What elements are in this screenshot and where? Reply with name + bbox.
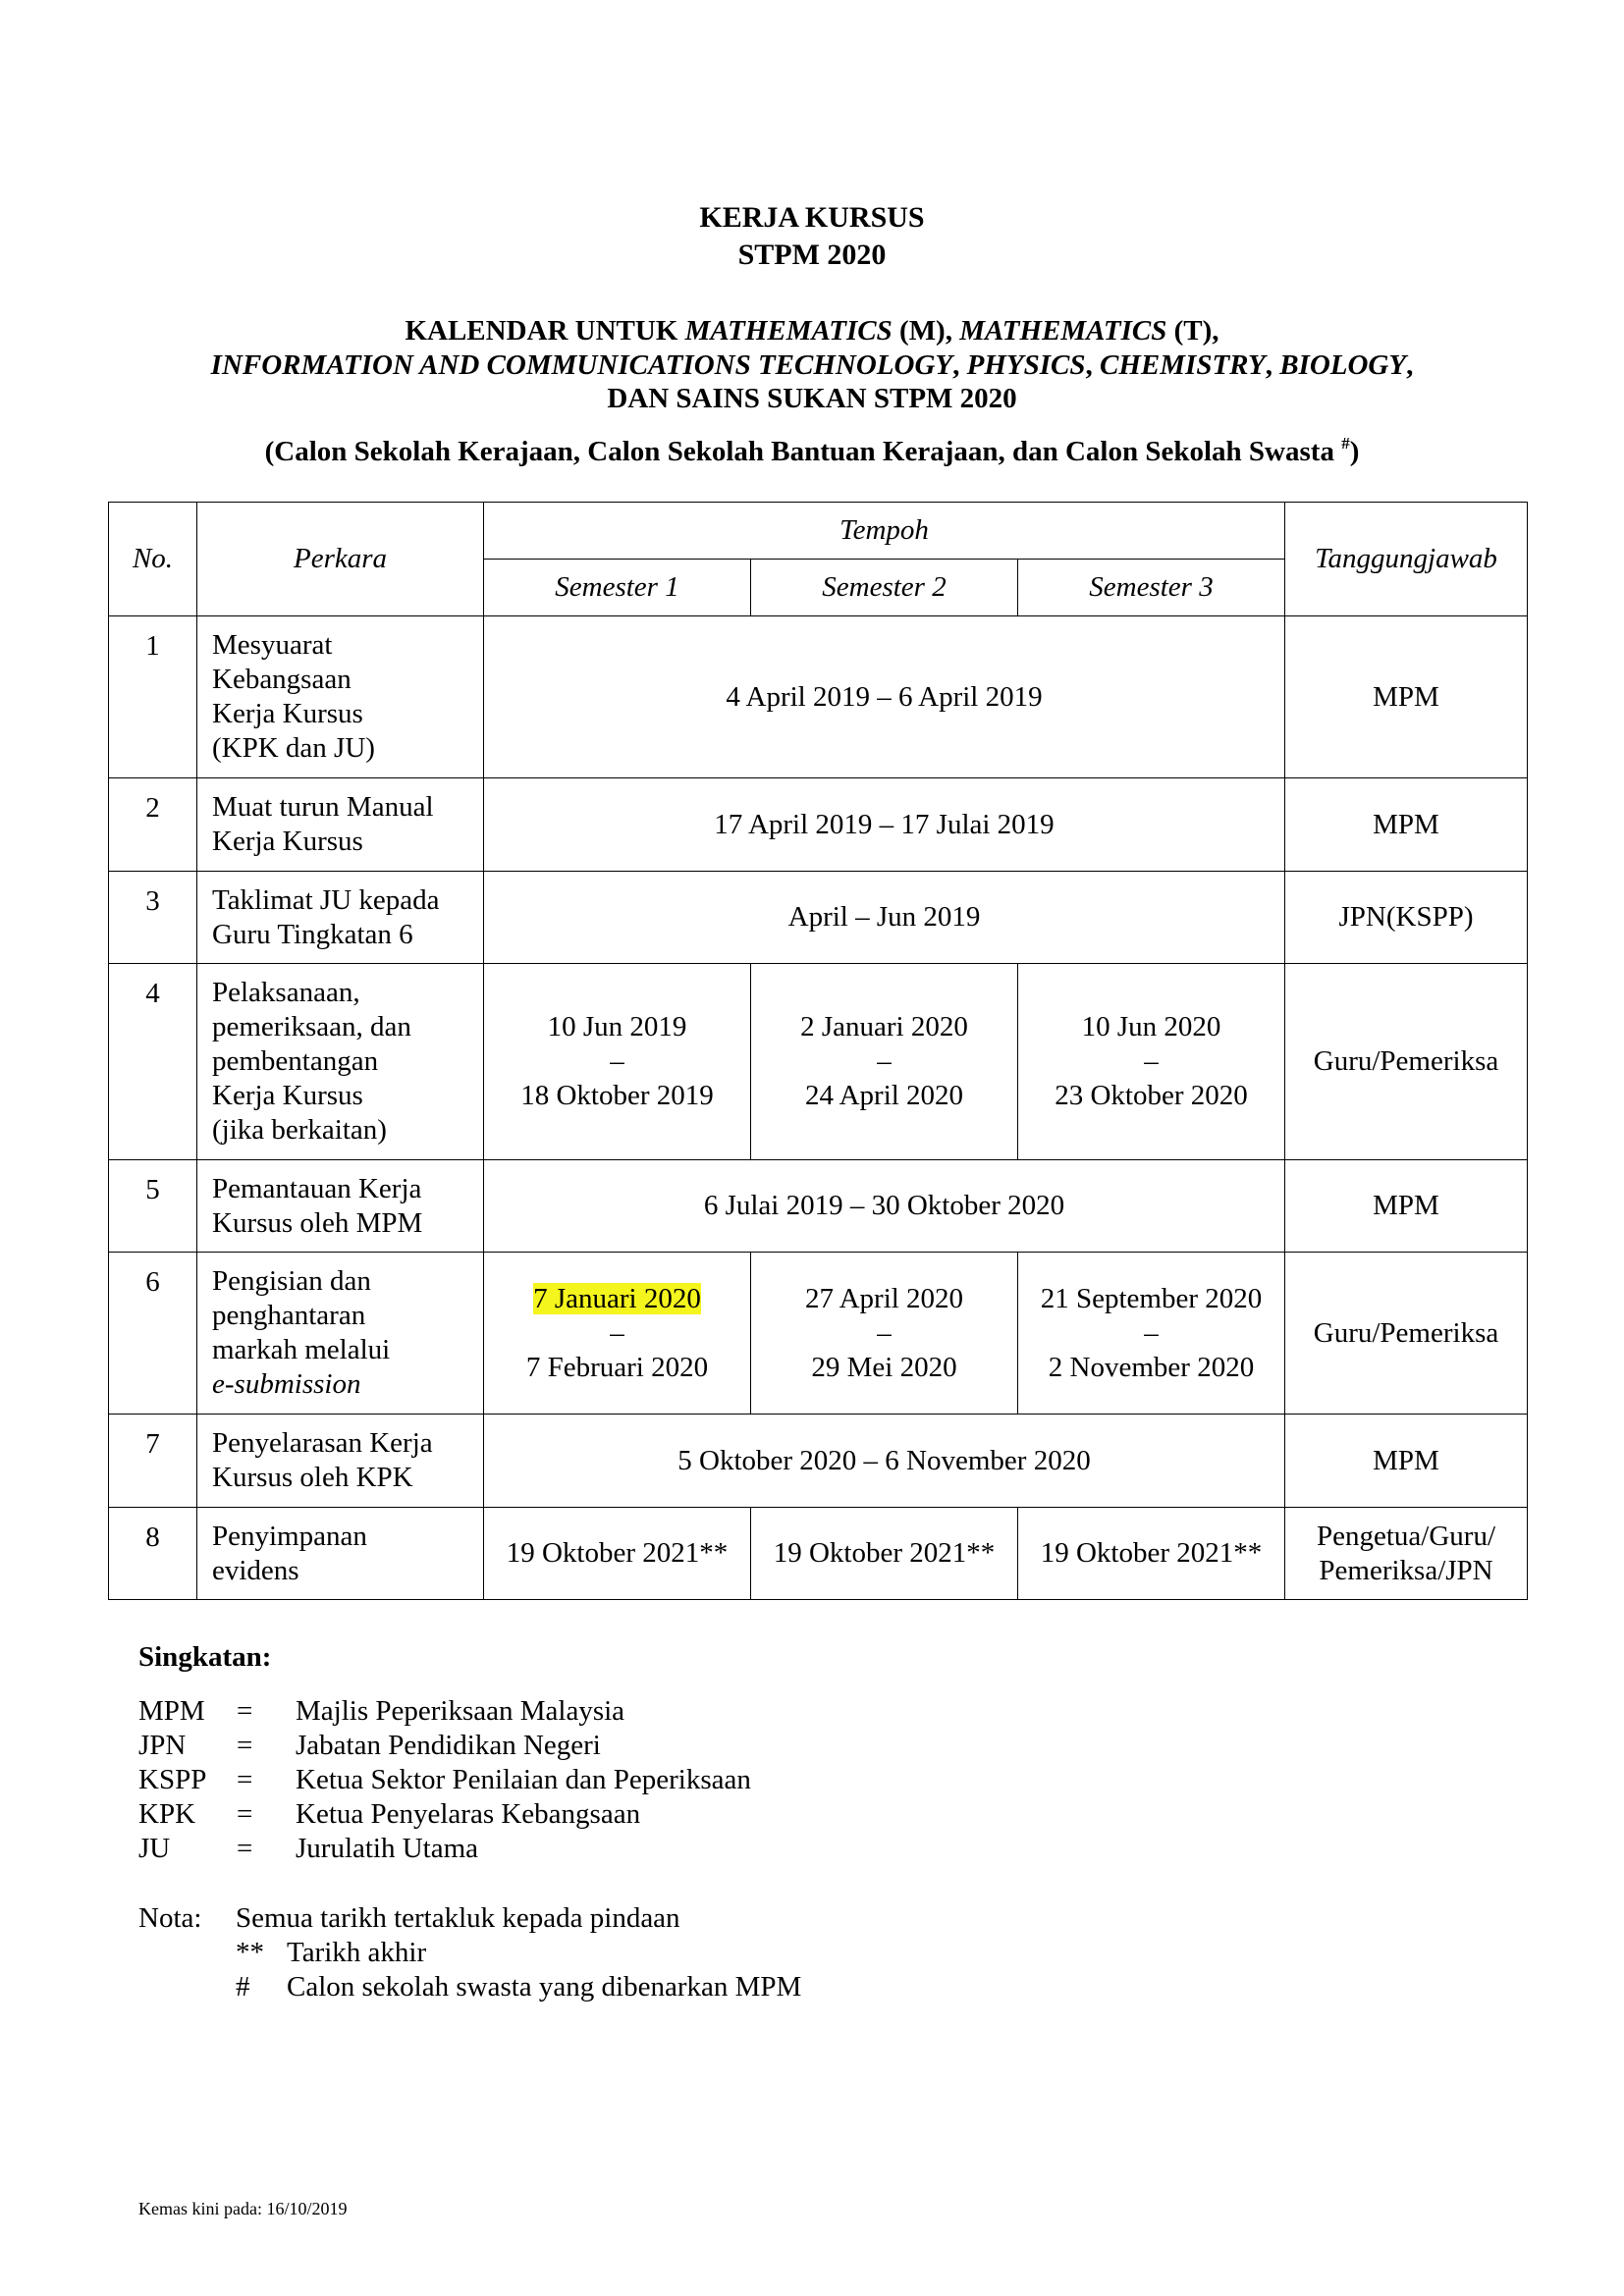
row-responsibility: MPM bbox=[1285, 1160, 1528, 1253]
row-item bbox=[197, 616, 484, 778]
row-number: 8 bbox=[109, 1508, 197, 1600]
header-semester-2: Semester 2 bbox=[751, 560, 1018, 616]
row-responsibility bbox=[1285, 1508, 1528, 1600]
subtitle-text: (Calon Sekolah Kerajaan, Calon Sekolah Bantuan Kerajaan, dan Calon Sekolah Swasta bbox=[264, 436, 1342, 467]
title-part: CHEMISTRY bbox=[1100, 349, 1266, 381]
row-period: 5 Oktober 2020 – 6 November 2020 bbox=[484, 1415, 1285, 1508]
date-dash: – bbox=[877, 1045, 892, 1077]
date-end: 18 Oktober 2019 bbox=[520, 1080, 714, 1111]
item-line: Kursus oleh MPM bbox=[212, 1207, 423, 1239]
note-mark: ** bbox=[236, 1937, 264, 1968]
header-semester-1: Semester 1 bbox=[484, 560, 751, 616]
table-row bbox=[109, 1253, 1528, 1415]
row-semester-3 bbox=[1018, 1253, 1285, 1415]
resp-line: Pengetua/Guru/ bbox=[1316, 1520, 1495, 1552]
note-line: Semua tarikh tertakluk kepada pindaan bbox=[236, 1902, 680, 1934]
row-number: 7 bbox=[109, 1415, 197, 1508]
title-part: , bbox=[1265, 349, 1280, 381]
item-line: Kerja Kursus bbox=[212, 1080, 363, 1111]
item-line: Pelaksanaan, bbox=[212, 977, 360, 1008]
row-number: 3 bbox=[109, 872, 197, 964]
updated-footer: Kemas kini pada: 16/10/2019 bbox=[138, 2199, 348, 2218]
item-line: Mesyuarat bbox=[212, 629, 333, 661]
abbr-eq: = bbox=[237, 1798, 253, 1830]
title-part: BIOLOGY bbox=[1279, 349, 1407, 381]
header-item: Perkara bbox=[197, 503, 484, 616]
title-part: PHYSICS bbox=[966, 349, 1086, 381]
note-mark: # bbox=[236, 1971, 250, 2002]
row-responsibility: JPN(KSPP) bbox=[1285, 872, 1528, 964]
item-line: Penyelarasan Kerja bbox=[212, 1427, 433, 1459]
row-number: 5 bbox=[109, 1160, 197, 1253]
date-end: 7 Februari 2020 bbox=[525, 1351, 709, 1383]
date-dash: – bbox=[1144, 1045, 1159, 1077]
title-part: , bbox=[1406, 349, 1414, 381]
item-line: Pengisian dan bbox=[212, 1265, 371, 1297]
abbr-eq: = bbox=[237, 1833, 253, 1864]
title-part: (T), bbox=[1166, 315, 1219, 347]
title-part: , bbox=[952, 349, 967, 381]
row-semester-1 bbox=[484, 1253, 751, 1415]
row-item bbox=[197, 778, 484, 872]
title-part: KALENDAR UNTUK bbox=[405, 315, 685, 347]
table-row bbox=[109, 1415, 1528, 1508]
item-line: Taklimat JU kepada bbox=[212, 884, 440, 916]
row-responsibility: MPM bbox=[1285, 778, 1528, 872]
date-dash: – bbox=[877, 1316, 892, 1349]
date-dash: – bbox=[1144, 1316, 1159, 1349]
abbr-eq: = bbox=[237, 1695, 253, 1727]
calendar-table bbox=[108, 502, 1528, 1600]
date-end: 2 November 2020 bbox=[1048, 1351, 1255, 1383]
abbr-eq: = bbox=[237, 1730, 253, 1761]
abbr-key: KPK bbox=[138, 1798, 196, 1830]
date-start: 27 April 2020 bbox=[804, 1282, 964, 1314]
row-semester-3 bbox=[1018, 964, 1285, 1160]
header-responsibility: Tanggungjawab bbox=[1285, 503, 1528, 616]
abbr-value: Ketua Sektor Penilaian dan Peperiksaan bbox=[296, 1764, 751, 1795]
highlighted-date: 7 Januari 2020 bbox=[533, 1282, 701, 1314]
abbr-value: Jurulatih Utama bbox=[296, 1833, 479, 1864]
item-line: pembentangan bbox=[212, 1045, 379, 1077]
note-text: Tarikh akhir bbox=[287, 1937, 427, 1968]
abbr-value: Jabatan Pendidikan Negeri bbox=[296, 1730, 601, 1761]
title-part: MATHEMATICS bbox=[959, 315, 1167, 347]
row-semester-2 bbox=[751, 1253, 1018, 1415]
row-semester-3: 19 Oktober 2021** bbox=[1018, 1508, 1285, 1600]
subtitle-end: ) bbox=[1349, 436, 1360, 467]
table-row bbox=[109, 616, 1528, 778]
row-semester-1 bbox=[484, 964, 751, 1160]
item-line: (KPK dan JU) bbox=[212, 732, 375, 764]
item-line: markah melalui bbox=[212, 1334, 391, 1365]
item-line: Penyimpanan bbox=[212, 1521, 367, 1552]
calendar-title-line1 bbox=[0, 313, 1624, 348]
row-item bbox=[197, 1253, 484, 1415]
date-start bbox=[484, 1282, 750, 1316]
row-item bbox=[197, 964, 484, 1160]
row-responsibility: Guru/Pemeriksa bbox=[1285, 964, 1528, 1160]
header-period: Tempoh bbox=[484, 503, 1285, 560]
date-start: 10 Jun 2020 bbox=[1081, 1011, 1221, 1042]
header-no: No. bbox=[109, 503, 197, 616]
item-line: Muat turun Manual bbox=[212, 791, 434, 823]
date-dash: – bbox=[610, 1316, 624, 1349]
item-line: Kerja Kursus bbox=[212, 698, 363, 729]
item-line: (jika berkaitan) bbox=[212, 1114, 387, 1146]
item-line: pemeriksaan, dan bbox=[212, 1011, 411, 1042]
table-row bbox=[109, 964, 1528, 1160]
row-number: 2 bbox=[109, 778, 197, 872]
header-row bbox=[109, 503, 1528, 560]
row-number: 6 bbox=[109, 1253, 197, 1415]
item-line: Kebangsaan bbox=[212, 664, 352, 695]
item-line: Pemantauan Kerja bbox=[212, 1173, 422, 1204]
item-line: penghantaran bbox=[212, 1300, 366, 1331]
abbreviations-title: Singkatan: bbox=[138, 1641, 272, 1673]
note-text: Calon sekolah swasta yang dibenarkan MPM bbox=[287, 1971, 802, 2002]
date-end: 29 Mei 2020 bbox=[811, 1351, 957, 1383]
date-start: 21 September 2020 bbox=[1040, 1282, 1263, 1314]
row-responsibility: MPM bbox=[1285, 616, 1528, 778]
abbr-key: KSPP bbox=[138, 1764, 207, 1795]
row-number: 4 bbox=[109, 964, 197, 1160]
item-line-italic: e-submission bbox=[212, 1368, 361, 1400]
item-line bbox=[212, 1367, 473, 1402]
abbr-key: MPM bbox=[138, 1695, 205, 1727]
title-part: INFORMATION AND COMMUNICATIONS TECHNOLOGY bbox=[210, 349, 953, 381]
abbr-key: JPN bbox=[138, 1730, 187, 1761]
date-start: 10 Jun 2019 bbox=[547, 1011, 687, 1042]
note-label: Nota: bbox=[138, 1902, 202, 1934]
candidates-subtitle bbox=[0, 434, 1624, 469]
row-responsibility: Guru/Pemeriksa bbox=[1285, 1253, 1528, 1415]
row-number: 1 bbox=[109, 616, 197, 778]
row-item bbox=[197, 1415, 484, 1508]
item-line: Kursus oleh KPK bbox=[212, 1462, 413, 1493]
table-row bbox=[109, 872, 1528, 964]
title-part: MATHEMATICS bbox=[684, 315, 893, 347]
doc-title: KERJA KURSUS bbox=[699, 201, 925, 234]
date-start: 2 Januari 2020 bbox=[800, 1011, 968, 1042]
row-responsibility: MPM bbox=[1285, 1415, 1528, 1508]
row-period: 4 April 2019 – 6 April 2019 bbox=[484, 616, 1285, 778]
date-end: 23 Oktober 2020 bbox=[1055, 1080, 1248, 1111]
title-part: (M), bbox=[892, 315, 960, 347]
row-item bbox=[197, 1160, 484, 1253]
row-item bbox=[197, 872, 484, 964]
row-period: 17 April 2019 – 17 Julai 2019 bbox=[484, 778, 1285, 872]
abbr-value: Ketua Penyelaras Kebangsaan bbox=[296, 1798, 641, 1830]
row-item bbox=[197, 1508, 484, 1600]
doc-subtitle-year: STPM 2020 bbox=[737, 239, 887, 271]
calendar-title-line3: DAN SAINS SUKAN STPM 2020 bbox=[607, 383, 1017, 414]
subtitle-mark: # bbox=[1341, 434, 1350, 453]
table-row bbox=[109, 1160, 1528, 1253]
title-part: , bbox=[1085, 349, 1100, 381]
item-line: Kerja Kursus bbox=[212, 826, 363, 857]
abbr-value: Majlis Peperiksaan Malaysia bbox=[296, 1695, 625, 1727]
date-end: 24 April 2020 bbox=[804, 1080, 964, 1111]
row-semester-2 bbox=[751, 964, 1018, 1160]
header-semester-3: Semester 3 bbox=[1018, 560, 1285, 616]
item-line: Guru Tingkatan 6 bbox=[212, 919, 413, 950]
calendar-title-line2 bbox=[0, 347, 1624, 383]
abbr-key: JU bbox=[138, 1833, 171, 1864]
row-semester-2: 19 Oktober 2021** bbox=[751, 1508, 1018, 1600]
resp-line: Pemeriksa/JPN bbox=[1319, 1554, 1493, 1586]
row-semester-1: 19 Oktober 2021** bbox=[484, 1508, 751, 1600]
abbr-eq: = bbox=[237, 1764, 253, 1795]
date-dash: – bbox=[610, 1045, 624, 1077]
item-line: evidens bbox=[212, 1555, 299, 1586]
table-row bbox=[109, 1508, 1528, 1600]
row-period: 6 Julai 2019 – 30 Oktober 2020 bbox=[484, 1160, 1285, 1253]
table-row bbox=[109, 778, 1528, 872]
row-period: April – Jun 2019 bbox=[484, 872, 1285, 964]
